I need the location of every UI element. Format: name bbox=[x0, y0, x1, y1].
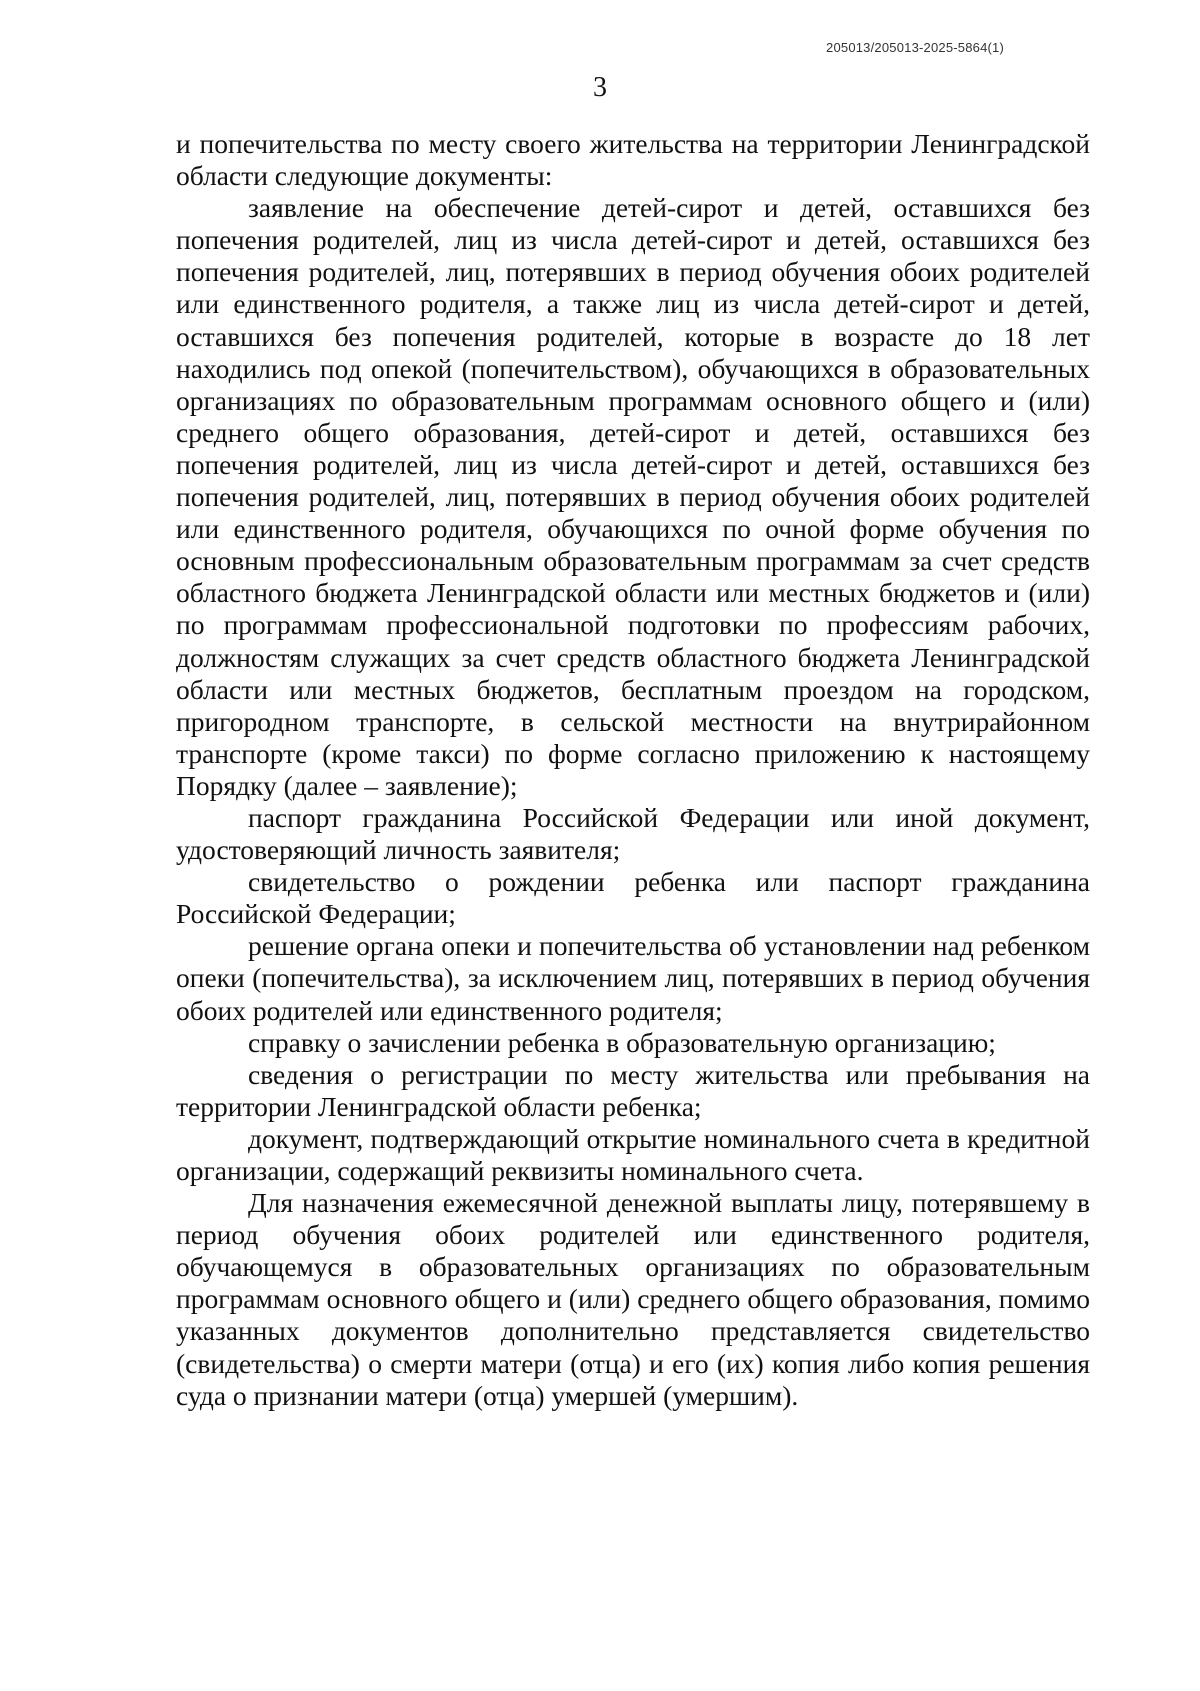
page-number: 3 bbox=[593, 72, 607, 103]
paragraph-registration-info: сведения о регистрации по месту жительства или пребывания на территории Ленинградской области ребенка; bbox=[176, 1058, 1090, 1122]
paragraph-passport: паспорт гражданина Российской Федерации или иной документ, удостоверяющий личность заявителя; bbox=[176, 801, 1090, 866]
paragraph-birth-certificate: свидетельство о рождении ребенка или паспорт гражданина Российской Федерации; bbox=[176, 866, 1090, 930]
paragraph-guardianship-decision: решение органа опеки и попечительства об установлении над ребенком опеки (попечительства), за исключением лиц, потерявших в период обучения обоих родителей или единственного родителя; bbox=[176, 930, 1090, 1026]
document-id: 205013/205013-2025-5864(1) bbox=[826, 40, 1004, 55]
paragraph-continuation: и попечительства по месту своего жительства на территории Ленинградской области следующие документы: bbox=[176, 128, 1090, 192]
paragraph-nominal-account: документ, подтверждающий открытие номинального счета в кредитной организации, содержащий реквизиты номинального счета. bbox=[176, 1122, 1090, 1186]
document-body bbox=[176, 128, 1090, 1412]
paragraph-enrollment-certificate: справку о зачислении ребенка в образовательную организацию; bbox=[248, 1026, 996, 1058]
paragraph-monthly-payment: Для назначения ежемесячной денежной выплаты лицу, потерявшему в период обучения обоих родителей или единственного родителя, обучающемуся в образовательных организациях по образовательным программам основного общего и (или) среднего общего образования, помимо указанных документов дополнительно представляется свидетельство (свидетельства) о смерти матери (отца) и его (их) копия либо копия решения суда о признании матери (отца) умершей (умершим). bbox=[176, 1187, 1090, 1411]
paragraph-application: заявление на обеспечение детей-сирот и детей, оставшихся без попечения родителей, лиц из числа детей-сирот и детей, оставшихся без попечения родителей, лиц, потерявших в период обучения обоих родителей или единственного родителя, а также лиц из числа детей-сирот и детей, оставшихся без попечения родителей, которые в возрасте до 18 лет находились под опекой (попечительством), обучающихся в образовательных организациях по образовательным программам основного общего и (или) среднего общего образования, детей-сирот и детей, оставшихся без попечения родителей, лиц из числа детей-сирот и детей, оставшихся без попечения родителей, лиц, потерявших в период обучения обоих родителей или единственного родителя, обучающихся по очной форме обучения по основным профессиональным образовательным программам за счет средств областного бюджета Ленинградской области или местных бюджетов и (или) по программам профессиональной подготовки по профессиям рабочих, должностям служащих за счет средств областного бюджета Ленинградской области или местных бюджетов, бесплатным проездом на городском, пригородном транспорте, в сельской местности на внутрирайонном транспорте (кроме такси) по форме согласно приложению к настоящему Порядку (далее – заявление); bbox=[176, 192, 1090, 801]
